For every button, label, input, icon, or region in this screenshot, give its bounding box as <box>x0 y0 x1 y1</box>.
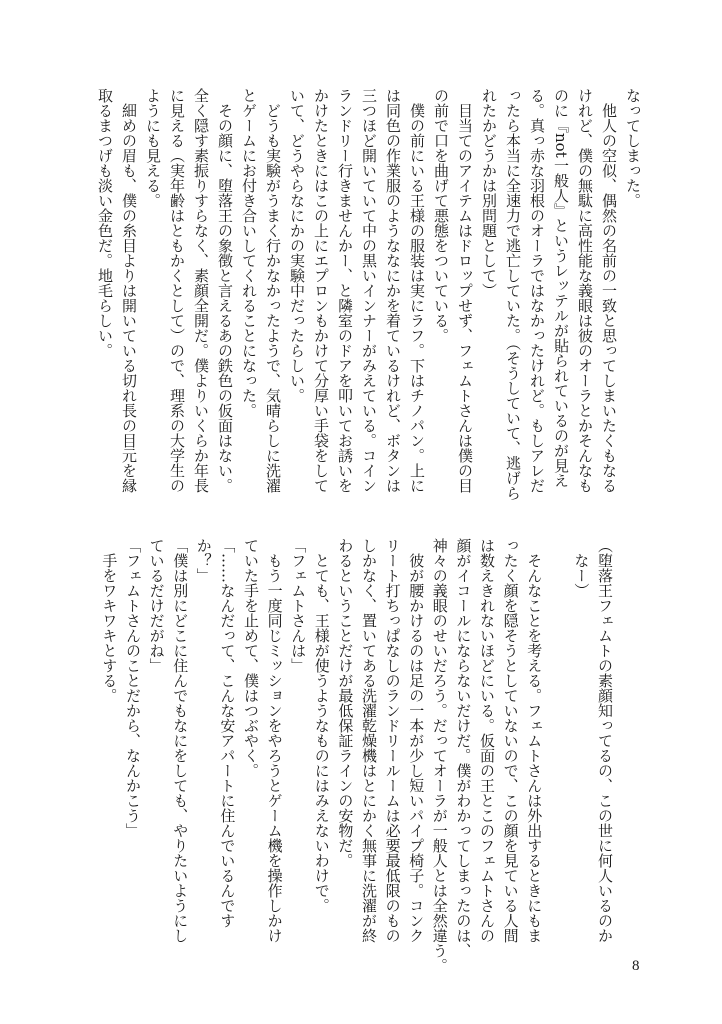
text-column: 神々の義眼のせいだろう。だってオーラが一般人とは全然違う。 <box>430 538 449 973</box>
text-column: か？」 <box>194 538 213 583</box>
text-column: ったく顔を隠そうとしていないので、この顔を見ている人間 <box>501 538 520 943</box>
text-column: いて、どうやらなにかの実験中だったらしい。 <box>288 88 306 403</box>
text-column: は数えきれないほどにいる。仮面の王とこのフェムトさんの <box>478 538 496 943</box>
text-column: なー） <box>572 553 591 598</box>
text-column: ているだけだがね」 <box>147 538 166 673</box>
text-column: （堕落王フェムトの素顔知ってるの、この世に何人いるのか <box>596 538 614 943</box>
text-column: のに『not一般人』というレッテルが貼られているのが見え <box>552 88 570 488</box>
text-column: そんなことを考える。フェムトさんは外出するときにもま <box>525 553 544 943</box>
text-column: 彼が腰かけるのは足の一本が少し短いパイプ椅子。コンク <box>407 553 426 943</box>
text-column: とても、王様が使うようなものにはみえないわけで。 <box>312 553 331 913</box>
text-column: れたかどうかは別問題として） <box>480 88 498 298</box>
text-column: は同色の作業服のようななにかを着ているけれど、ボタンは <box>384 88 402 493</box>
text-column: なってしまった。 <box>624 88 642 208</box>
text-column: リート打ちっぱなしのランドリールームは必要最低限のもの <box>383 538 402 943</box>
page-number: 8 <box>632 958 640 974</box>
text-column: る。真っ赤な羽根のオーラではなかったけれど。もしアレだ <box>528 88 546 493</box>
text-column: 僕の前にいる王様の服装は実にラフ。下はチノパン。上に <box>408 103 426 493</box>
text-column: 「僕は別にどこに住んでもなにをしても、やりたいようにし <box>171 538 190 943</box>
text-column: かけたときにはこの上にエプロンもかけて分厚い手袋をして <box>312 88 330 493</box>
text-column: けれど、僕の無駄に高性能な義眼は彼のオーラとかそんなも <box>576 88 594 493</box>
text-column: その顔に、堕落王の象徴と言えるあの鉄色の仮面はない。 <box>216 103 234 493</box>
text-column: ていた手を止めて、僕はつぶやく。 <box>242 538 260 778</box>
text-column: に見える（実年齢はともかくとして）ので、理系の大学生の <box>168 88 186 493</box>
text-column: 他人の空似、偶然の名前の一致と思ってしまいたくもなる <box>600 103 618 493</box>
text-column: ランドリー行きませんかー、と隣室のドアを叩いてお誘いを <box>336 88 354 493</box>
text-column: 「フェムトさんは」 <box>289 538 308 673</box>
text-column: の前で口を曲げて悪態をついている。 <box>432 88 450 343</box>
text-column: 取るまつげも淡い金色だ。地毛らしい。 <box>96 88 114 358</box>
text-column: 「……なんだって、こんな安アパートに住んでいるんです <box>218 538 237 928</box>
text-column: 顔がイコールにならないだけだ。僕がわかってしまったのは、 <box>454 538 473 958</box>
text-column: どうも実験がうまく行かなかったようで、気晴らしに洗濯 <box>264 103 282 493</box>
text-column: 全く隠す素振りすらなく、素顔全開だ。僕よりいくらか年長 <box>192 88 210 493</box>
text-column: ったら本当に全速力で逃亡していた。（そうしていて、逃げら <box>504 88 522 501</box>
text-column: 目当てのアイテムはドロップせず、フェムトさんは僕の目 <box>456 103 474 493</box>
text-column: 手をワキワキとする。 <box>100 553 119 703</box>
text-column: ようにも見える。 <box>144 88 162 208</box>
text-column: 細めの眉も、僕の糸目よりは開いている切れ長の目元を縁 <box>120 103 138 493</box>
text-column: しかなく、置いてある洗濯乾燥機はとにかく無事に洗濯が終 <box>360 538 378 943</box>
text-column: 「フェムトさんのことだから、なんかこう」 <box>124 538 142 838</box>
text-column: 三つほど開いていて中の黒いインナーがみえている。コイン <box>360 88 378 493</box>
text-column: もう一度同じミッションをやろうとゲーム機を操作しかけ <box>265 553 284 943</box>
text-column: わるということだけが最低保証ラインの安物だ。 <box>336 538 355 868</box>
text-column: とゲームにお付き合いしてくれることになった。 <box>240 88 258 418</box>
